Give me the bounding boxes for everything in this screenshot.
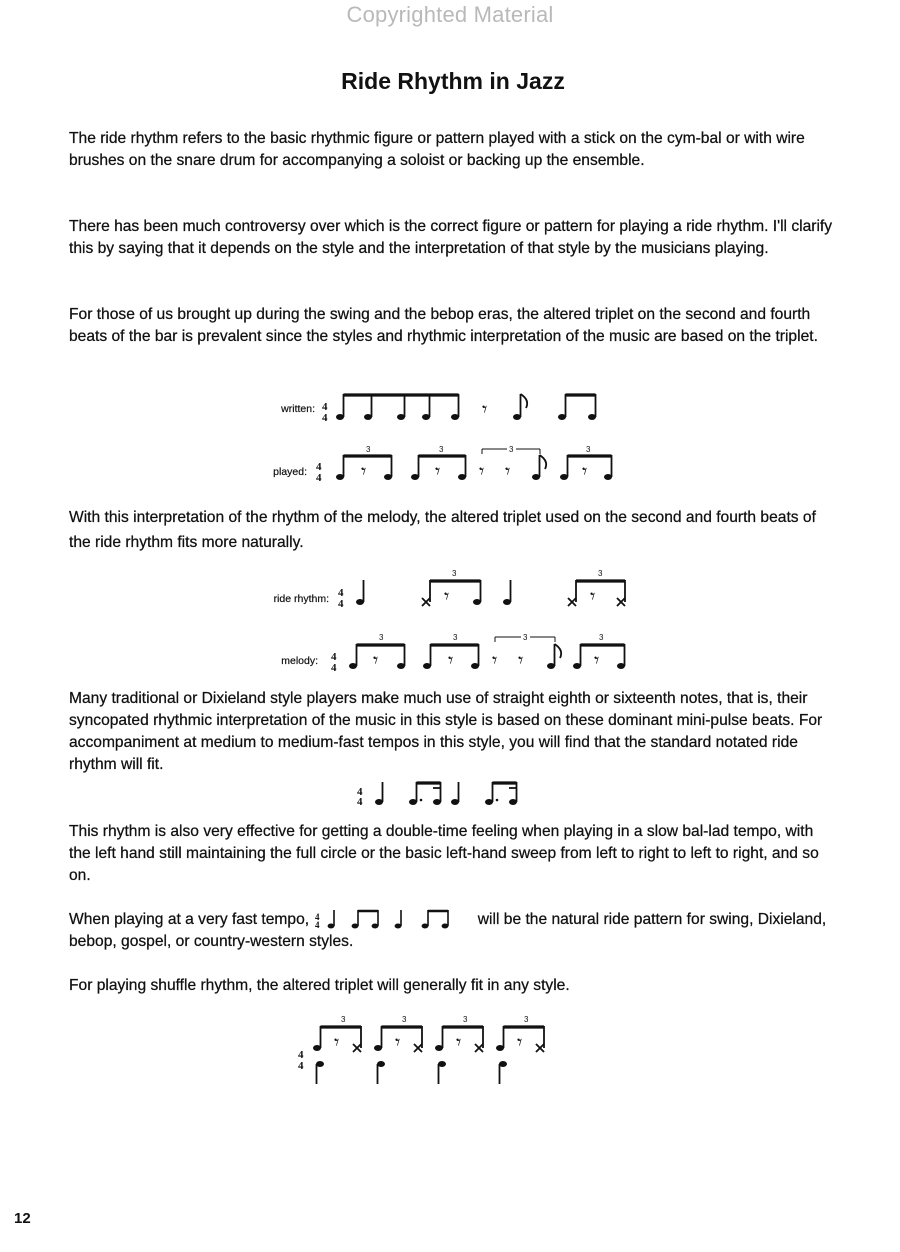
svg-text:3: 3 — [439, 445, 444, 454]
svg-text:𝄾: 𝄾 — [590, 584, 596, 608]
svg-text:3: 3 — [453, 633, 458, 642]
svg-text:3: 3 — [598, 569, 603, 578]
ride-rhythm-label: ride rhythm: — [273, 593, 329, 605]
svg-text:3: 3 — [524, 1015, 529, 1024]
svg-text:𝄾: 𝄾 — [435, 459, 441, 483]
written-rhythm-notation — [320, 388, 620, 428]
svg-text:3: 3 — [452, 569, 457, 578]
fast-tempo-text-after: will be the natural ride pattern for swing, Dixieland, bebop, gospel, or country-western styles. — [69, 911, 827, 950]
svg-text:4: 4 — [357, 796, 363, 808]
svg-text:𝄾: 𝄾 — [479, 459, 485, 483]
svg-text:4: 4 — [322, 401, 328, 413]
svg-text:4: 4 — [315, 920, 320, 930]
paragraph-controversy: There has been much controversy over which is the correct figure or pattern for playing a ride rhythm. I'll clarify this by saying that it depends on the style and the interpretation of that style by the musicians playing. — [69, 218, 833, 257]
svg-text:𝄾: 𝄾 — [448, 648, 454, 672]
svg-text:3: 3 — [379, 633, 384, 642]
svg-text:4: 4 — [315, 912, 320, 922]
svg-text:𝄾: 𝄾 — [492, 648, 498, 672]
svg-text:3: 3 — [341, 1015, 346, 1024]
paragraph-double-time: This rhythm is also very effective for getting a double-time feeling when playing in a slow bal-lad tempo, with the left hand still maintaining the full circle or the basic left-hand sweep from left to right to left to right, and so on. — [69, 823, 819, 884]
page-title: Ride Rhythm in Jazz — [341, 68, 565, 94]
svg-text:𝄾: 𝄾 — [505, 459, 511, 483]
svg-text:3: 3 — [366, 445, 371, 454]
svg-text:3: 3 — [523, 633, 528, 642]
svg-text:3: 3 — [586, 445, 591, 454]
svg-text:3: 3 — [509, 445, 514, 454]
fast-tempo-rhythm-notation — [313, 908, 473, 930]
svg-text:𝄾: 𝄾 — [456, 1030, 462, 1054]
svg-text:𝄾: 𝄾 — [582, 459, 588, 483]
svg-text:3: 3 — [402, 1015, 407, 1024]
paragraph-swing-bebop: For those of us brought up during the swing and the bebop eras, the altered triplet on the second and fourth beats of the bar is prevalent since the styles and rhythmic interpretation of the music are based on the triplet. — [69, 306, 818, 345]
svg-text:4: 4 — [331, 651, 337, 663]
paragraph-dixieland: Many traditional or Dixieland style players make much use of straight eighth or sixteenth notes, that is, their syncopated rhythmic interpretation of the music in this style is based on these dominant mini-pulse beats. For accompaniment at medium to medium-fast tempos in this style, you will find that the standard notated ride rhythm will fit. — [69, 690, 823, 773]
page-number: 12 — [14, 1210, 31, 1227]
svg-text:𝄾: 𝄾 — [373, 648, 379, 672]
svg-text:𝄾: 𝄾 — [594, 648, 600, 672]
melody-label: melody: — [281, 655, 318, 667]
svg-text:𝄾: 𝄾 — [361, 459, 367, 483]
melody-notation — [329, 630, 639, 674]
svg-text:3: 3 — [463, 1015, 468, 1024]
written-label: written: — [281, 403, 315, 415]
paragraph-ride-definition: The ride rhythm refers to the basic rhythmic figure or pattern played with a stick on the cym-bal or with wire brushes on the snare drum for accompanying a soloist or backing up the ensemble. — [69, 130, 805, 169]
svg-text:4: 4 — [298, 1049, 304, 1061]
standard-ride-rhythm-notation — [355, 778, 535, 808]
watermark: Copyrighted Material — [346, 2, 554, 27]
svg-text:4: 4 — [338, 587, 344, 599]
svg-text:𝄾: 𝄾 — [444, 584, 450, 608]
svg-text:4: 4 — [316, 472, 322, 484]
svg-text:4: 4 — [357, 786, 363, 798]
paragraph-fast-tempo — [69, 908, 839, 953]
svg-text:4: 4 — [331, 662, 337, 674]
svg-text:𝄾: 𝄾 — [518, 648, 524, 672]
svg-text:4: 4 — [338, 598, 344, 610]
paragraph-interpretation: With this interpretation of the rhythm of the melody, the altered triplet used on the second and fourth beats of the ride rhythm fits more naturally. — [69, 509, 816, 551]
svg-text:4: 4 — [298, 1060, 304, 1072]
svg-text:𝄾: 𝄾 — [395, 1030, 401, 1054]
played-rhythm-notation — [314, 442, 624, 486]
fast-tempo-text-before: When playing at a very fast tempo, — [69, 911, 310, 928]
svg-text:4: 4 — [322, 412, 328, 424]
svg-text:3: 3 — [599, 633, 604, 642]
svg-text:𝄾: 𝄾 — [334, 1030, 340, 1054]
shuffle-rhythm-notation — [296, 1012, 566, 1092]
paragraph-shuffle: For playing shuffle rhythm, the altered triplet will generally fit in any style. — [69, 977, 570, 994]
svg-text:𝄾: 𝄾 — [482, 397, 488, 421]
played-label: played: — [273, 466, 307, 478]
svg-text:𝄾: 𝄾 — [517, 1030, 523, 1054]
svg-text:4: 4 — [316, 461, 322, 473]
ride-rhythm-notation — [336, 566, 636, 610]
